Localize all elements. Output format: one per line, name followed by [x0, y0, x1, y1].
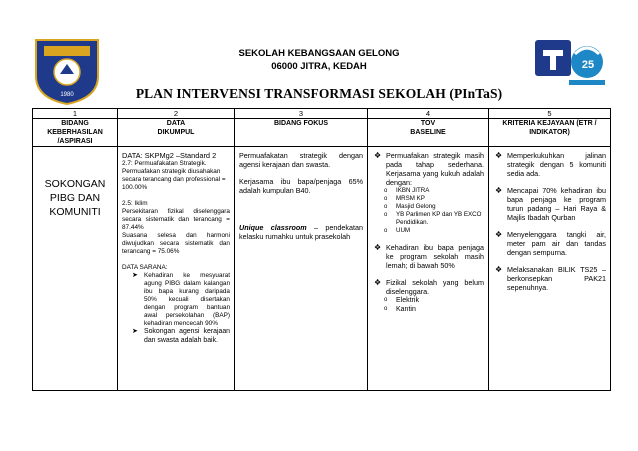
data-item: 2.7: Permuafakatan Strategik. [122, 160, 207, 167]
svg-text:1980: 1980 [60, 92, 74, 98]
cell-bidang-keberhasilan [33, 147, 118, 391]
list-item: ➤ Kehadiran ke mesyuarat agung PIBG dalam kalangan ibu bapa kurang daripada 50% kecuali disertakan dengan program bantuan awal persekolahan (BAP) kehadiran mencecah 90% [132, 272, 230, 327]
focus-paragraph: Permuafakatan strategik dengan agensi kerajaan dan swasta. [239, 151, 363, 169]
focus-paragraph: Unique classroom – pendekatan kelasku rumahku untuk prasekolah [239, 223, 363, 241]
circle-bullet-icon: o [384, 188, 388, 194]
list-item: o UUM [384, 227, 411, 234]
circle-bullet-icon: o [384, 204, 388, 210]
arrow-bullet-icon: ➤ [132, 328, 138, 335]
diamond-bullet-icon: ❖ [374, 278, 382, 287]
header-bidang-fokus: BIDANG FOKUS [235, 119, 368, 147]
aspiration-text: SOKONGAN PIBG DAN KOMUNITI [44, 178, 106, 218]
circle-bullet-icon: o [384, 297, 388, 303]
diamond-bullet-icon: ❖ [495, 186, 503, 195]
data-item: 2.5: Iklim [122, 200, 148, 207]
circle-bullet-icon: o [384, 196, 388, 202]
column-number: 2 [118, 109, 235, 119]
list-item: o MRSM KP [384, 195, 425, 202]
cell-kriteria-kejayaan [489, 147, 611, 391]
baseline-item: ❖ Permuafakan strategik masih pada tahap sederhana. Kerjasama yang kukuh adalah dengan: [374, 151, 484, 187]
baseline-item: ❖ Kehadiran ibu bapa penjaga ke program sekolah masih lemah; di bawah 50% [374, 243, 484, 270]
list-item: o Elektrik [384, 297, 419, 304]
list-item: ➤ Sokongan agensi kerajaan dan swasta adalah baik. [132, 328, 230, 344]
data-item-desc: Permuafakan strategik diusahakan secara terancang dan professional = 100.00% [122, 168, 226, 191]
circle-bullet-icon: o [384, 228, 388, 234]
diamond-bullet-icon: ❖ [374, 151, 382, 160]
data-item-desc: Persekitaran fizikal diselenggara secara sistematik dan terancang = 87.44% [122, 208, 230, 231]
focus-paragraph: Kerjasama ibu bapa/penjaga 65% adalah kumpulan B40. [239, 177, 363, 195]
column-number: 4 [368, 109, 489, 119]
cell-bidang-fokus [235, 147, 368, 391]
diamond-bullet-icon: ❖ [495, 230, 503, 239]
criteria-item: ❖ Melaksanakan BILIK TS25 – berkonsepkan PAK21 sepenuhnya. [495, 265, 606, 292]
cell-tov-baseline [368, 147, 489, 391]
header-data-dikumpul: DATA DIKUMPUL [118, 119, 235, 147]
svg-text:25: 25 [581, 59, 595, 71]
circle-bullet-icon: o [384, 306, 388, 312]
column-number: 1 [33, 109, 118, 119]
table-row [33, 147, 611, 391]
sarana-title: DATA SARANA: [122, 264, 168, 271]
school-name: SEKOLAH KEBANGSAAN GELONG [238, 48, 400, 59]
list-item: o IKBN JITRA [384, 187, 430, 194]
header-tov-baseline: TOV BASELINE [368, 119, 489, 147]
page-title: PLAN INTERVENSI TRANSFORMASI SEKOLAH (PInTaS) [135, 86, 503, 101]
criteria-item: ❖ Memperkukuhkan jalinan strategik dengan 5 komuniti sedia ada. [495, 151, 606, 178]
diamond-bullet-icon: ❖ [374, 243, 382, 252]
list-item: o YB Parlimen KP dan YB EXCO Pendidikan. [384, 211, 482, 226]
diamond-bullet-icon: ❖ [495, 265, 503, 274]
data-heading: DATA: SKPMg2 –Standard 2 [122, 151, 217, 160]
list-item: o Kantin [384, 306, 416, 313]
criteria-item: ❖ Mencapai 70% kehadiran ibu bapa penjaga ke program turun padang – Hari Raya & Majlis Ibadah Qurban [495, 186, 606, 222]
column-number: 5 [489, 109, 611, 119]
circle-bullet-icon: o [384, 212, 388, 218]
cell-data-dikumpul [118, 147, 235, 391]
header-row [33, 119, 611, 147]
intervention-plan-table [32, 108, 611, 391]
arrow-bullet-icon: ➤ [132, 272, 138, 279]
column-number: 3 [235, 109, 368, 119]
header-kriteria-kejayaan: KRITERIA KEJAYAAN (ETR / INDIKATOR) [489, 119, 611, 147]
header-bidang-keberhasilan: BIDANG KEBERHASILAN /ASPIRASI [33, 119, 118, 147]
data-item-desc: Suasana selesa dan harmoni diwujudkan secara sistematik dan terancang = 75.06% [122, 232, 230, 255]
list-item: o Masjid Gelong [384, 203, 436, 210]
school-address: 06000 JITRA, KEDAH [271, 61, 367, 72]
criteria-item: ❖ Menyelenggara tangki air, meter pam air dan tandas dengan sempurna. [495, 230, 606, 257]
diamond-bullet-icon: ❖ [495, 151, 503, 160]
baseline-item: ❖ Fizikal sekolah yang belum diselenggara. [374, 278, 484, 296]
column-number-row [33, 109, 611, 119]
